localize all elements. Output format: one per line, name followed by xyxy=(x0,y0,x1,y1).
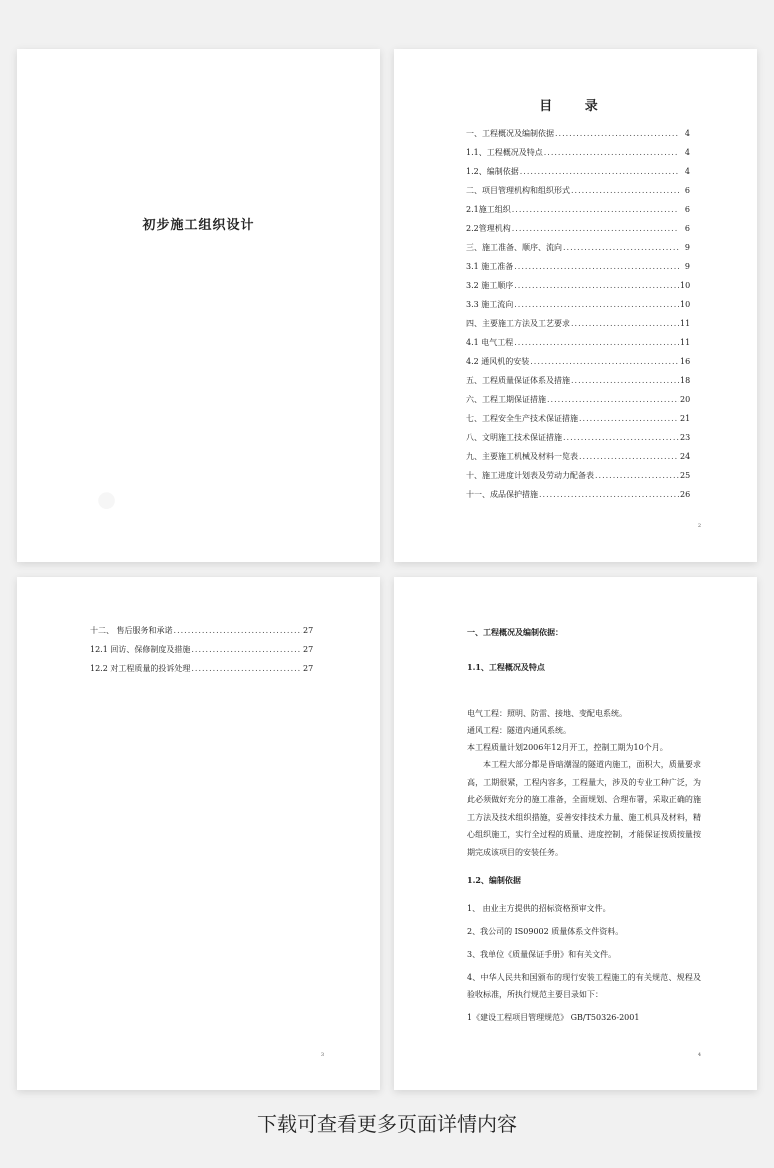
toc-entry-title: 二、项目管理机构和组织形式 xyxy=(466,186,570,195)
toc-entry[interactable] xyxy=(90,644,313,663)
toc-entry-title: 十一、成品保护措施 xyxy=(466,490,538,499)
toc-entry-page: 27 xyxy=(303,645,314,654)
page-toc-continued xyxy=(17,577,380,1090)
toc-leader-dots xyxy=(555,129,679,138)
toc-entry-title: 四、主要施工方法及工艺要求 xyxy=(466,319,570,328)
toc-leader-dots xyxy=(514,281,679,290)
toc-entry[interactable] xyxy=(90,663,313,682)
toc-entry-title: 1.1、工程概况及特点 xyxy=(466,148,543,157)
download-hint[interactable]: 下载可查看更多页面详情内容 xyxy=(257,1112,517,1136)
list-item: 4、中华人民共和国颁布的现行安装工程施工的有关规范、规程及验收标准，所执行规范主要目录如下： xyxy=(467,973,701,999)
toc-entry[interactable] xyxy=(466,489,690,508)
toc-leader-dots xyxy=(191,645,302,654)
toc-list-continued xyxy=(90,625,313,682)
toc-entry[interactable] xyxy=(466,147,690,166)
toc-entry-page: 4 xyxy=(684,129,690,138)
toc-entry-page: 9 xyxy=(684,262,690,271)
toc-entry-page: 11 xyxy=(680,319,691,328)
toc-entry-page: 20 xyxy=(680,395,691,404)
subsection-heading: 1.1、工程概况及特点 xyxy=(467,662,545,672)
toc-entry-title: 一、工程概况及编制依据 xyxy=(466,129,554,138)
toc-entry[interactable] xyxy=(466,242,690,261)
toc-leader-dots xyxy=(571,186,679,195)
list-item: 1《建设工程项目管理规范》 GB/T50326-2001 xyxy=(467,1013,640,1022)
toc-entry-title: 12.2 对工程质量的投诉处理 xyxy=(90,664,191,673)
toc-entry-page: 18 xyxy=(680,376,691,385)
page-number: 4 xyxy=(697,1052,701,1058)
toc-leader-dots xyxy=(579,414,679,423)
toc-entry-title: 六、工程工期保证措施 xyxy=(466,395,546,404)
toc-leader-dots xyxy=(512,224,679,233)
page-number: 3 xyxy=(320,1052,324,1058)
toc-entry-title: 4.1 电气工程 xyxy=(466,338,514,347)
toc-leader-dots xyxy=(514,300,679,309)
toc-entry[interactable] xyxy=(466,128,690,147)
toc-leader-dots xyxy=(520,167,679,176)
toc-entry-page: 6 xyxy=(684,186,690,195)
toc-entry-page: 26 xyxy=(680,490,691,499)
toc-entry-page: 24 xyxy=(680,452,691,461)
toc-entry-page: 16 xyxy=(680,357,691,366)
toc-entry[interactable] xyxy=(466,185,690,204)
toc-leader-dots xyxy=(539,490,679,499)
toc-entry-title: 3.1 施工准备 xyxy=(466,262,514,271)
toc-entry[interactable] xyxy=(466,318,690,337)
page-cover xyxy=(17,49,380,562)
toc-entry[interactable] xyxy=(466,432,690,451)
toc-entry-page: 27 xyxy=(303,626,314,635)
toc-entry-title: 十二、 售后服务和承诺 xyxy=(90,626,173,635)
toc-entry-page: 10 xyxy=(680,281,691,290)
toc-entry-title: 三、施工准备、顺序、流向 xyxy=(466,243,562,252)
toc-entry-title: 九、主要施工机械及材料一览表 xyxy=(466,452,578,461)
toc-entry-page: 4 xyxy=(684,167,690,176)
toc-leader-dots xyxy=(571,319,679,328)
content-body xyxy=(467,627,701,1032)
toc-leader-dots xyxy=(174,626,302,635)
toc-entry[interactable] xyxy=(466,280,690,299)
page-number: 2 xyxy=(697,523,701,529)
toc-entry-page: 23 xyxy=(680,433,691,442)
toc-entry-page: 21 xyxy=(680,414,691,423)
toc-entry-title: 3.3 施工流向 xyxy=(466,300,514,309)
toc-entry[interactable] xyxy=(466,166,690,185)
page-content xyxy=(394,577,757,1090)
paragraph: 本工程大部分都是昏暗潮湿的隧道内施工，面积大，质量要求高，工期很紧，工程内容多，工程量大，涉及的专业工种广泛，为此必须做好充分的施工准备，全面规划、合理布署，采取正确的施工方法及技术组织措施，妥善安排技术力量、施工机具及材料，精心组织施工，实行全过程的质量、进度控制，才能保证按质按量按期完成该项目的安装任务。 xyxy=(467,760,701,857)
toc-entry[interactable] xyxy=(466,356,690,375)
toc-entry-title: 五、工程质量保证体系及措施 xyxy=(466,376,570,385)
toc-leader-dots xyxy=(595,471,679,480)
toc-leader-dots xyxy=(544,148,679,157)
toc-entry-page: 10 xyxy=(680,300,691,309)
toc-leader-dots xyxy=(579,452,679,461)
toc-entry[interactable] xyxy=(466,413,690,432)
toc-entry-title: 12.1 回访、保修制度及措施 xyxy=(90,645,191,654)
toc-entry[interactable] xyxy=(466,204,690,223)
toc-leader-dots xyxy=(571,376,679,385)
toc-entry-page: 6 xyxy=(684,205,690,214)
text-line: 通风工程：隧道内通风系统。 xyxy=(467,726,571,735)
watermark xyxy=(92,484,126,518)
text-line: 电气工程：照明、防雷、接地、变配电系统。 xyxy=(467,709,627,718)
subsection-heading: 1.2、编制依据 xyxy=(467,875,521,885)
toc-leader-dots xyxy=(514,262,679,271)
toc-entry[interactable] xyxy=(466,375,690,394)
toc-entry-title: 八、文明施工技术保证措施 xyxy=(466,433,562,442)
cover-title: 初步施工组织设计 xyxy=(142,218,255,233)
toc-entry[interactable] xyxy=(90,625,313,644)
list-item: 1、 由业主方提供的招标资格预审文件。 xyxy=(467,904,611,913)
toc-leader-dots xyxy=(514,338,679,347)
toc-entry-title: 4.2 通风机的安装 xyxy=(466,357,530,366)
toc-entry[interactable] xyxy=(466,470,690,489)
toc-entry-page: 6 xyxy=(684,224,690,233)
toc-entry-title: 2.1施工组织 xyxy=(466,205,511,214)
toc-entry-title: 2.2管理机构 xyxy=(466,224,511,233)
list-item: 3、我单位《质量保证手册》和有关文件。 xyxy=(467,950,617,959)
toc-leader-dots xyxy=(563,433,679,442)
toc-leader-dots xyxy=(563,243,679,252)
toc-leader-dots xyxy=(191,664,302,673)
toc-entry-page: 27 xyxy=(303,664,314,673)
section-heading: 一、工程概况及编制依据： xyxy=(467,627,563,637)
toc-entry[interactable] xyxy=(466,299,690,318)
toc-leader-dots xyxy=(530,357,679,366)
toc-entry[interactable] xyxy=(466,337,690,356)
toc-entry-page: 11 xyxy=(680,338,691,347)
toc-entry-title: 七、工程安全生产技术保证措施 xyxy=(466,414,578,423)
toc-entry-title: 3.2 施工顺序 xyxy=(466,281,514,290)
toc-entry[interactable] xyxy=(466,394,690,413)
toc-entry[interactable] xyxy=(466,261,690,280)
toc-entry[interactable] xyxy=(466,451,690,470)
list-item: 2、我公司的 IS09002 质量体系文件资料。 xyxy=(467,927,624,936)
toc-entry-page: 25 xyxy=(680,471,691,480)
toc-list xyxy=(466,128,690,508)
toc-heading: 目 录 xyxy=(539,99,612,114)
toc-entry-page: 9 xyxy=(684,243,690,252)
toc-entry[interactable] xyxy=(466,223,690,242)
toc-entry-title: 十、施工进度计划表及劳动力配备表 xyxy=(466,471,594,480)
toc-leader-dots xyxy=(512,205,679,214)
page-toc xyxy=(394,49,757,562)
toc-entry-title: 1.2、编制依据 xyxy=(466,167,519,176)
text-line: 本工程质量计划2006年12月开工，控制工期为10个月。 xyxy=(467,743,668,752)
toc-leader-dots xyxy=(547,395,679,404)
toc-entry-page: 4 xyxy=(684,148,690,157)
